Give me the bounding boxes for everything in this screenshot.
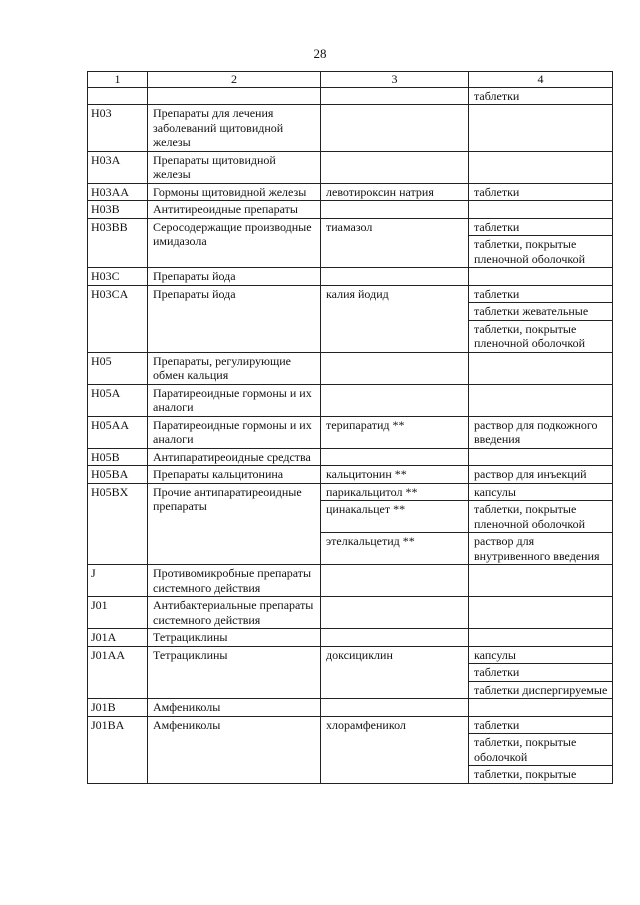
table-row [88,352,613,384]
table-row [88,218,613,236]
table-row [88,448,613,466]
atc-group-name-cell: Гормоны щитовидной железы [148,183,321,201]
table-row [88,716,613,734]
table-body [88,87,613,783]
table-row [88,201,613,219]
table-row [88,105,613,152]
table-row [88,416,613,448]
dosage-form-cell [469,629,613,647]
dosage-form-cell: таблетки, покрытые оболочкой [469,734,613,766]
drug-name-cell: парикальцитол ** [321,483,469,501]
atc-group-name-cell: Препараты кальцитонина [148,466,321,484]
atc-group-name-cell: Прочие антипаратиреоидные препараты [148,483,321,565]
drug-name-cell: терипаратид ** [321,416,469,448]
table-row [88,629,613,647]
atc-group-name-cell: Паратиреоидные гормоны и их аналоги [148,384,321,416]
atc-code-cell: J01BA [88,716,148,783]
atc-code-cell: H05AA [88,416,148,448]
header-col-2: 2 [148,72,321,88]
header-col-1: 1 [88,72,148,88]
continuation-form: таблетки [469,87,613,105]
drug-name-cell [321,352,469,384]
atc-group-name-cell: Препараты, регулирующие обмен кальция [148,352,321,384]
atc-code-cell: J01AA [88,646,148,699]
table-row [88,646,613,664]
drug-name-cell [321,629,469,647]
drug-name-cell [321,201,469,219]
dosage-form-cell [469,384,613,416]
dosage-form-cell: таблетки [469,218,613,236]
atc-code-cell: H05 [88,352,148,384]
atc-code-cell: H05BX [88,483,148,565]
dosage-form-cell: таблетки [469,285,613,303]
page-number: 28 [313,46,327,61]
dosage-form-cell [469,201,613,219]
atc-group-name-cell: Антитиреоидные препараты [148,201,321,219]
atc-group-name-cell: Препараты йода [148,285,321,352]
dosage-form-cell: таблетки диспергируемые [469,681,613,699]
dosage-form-cell: таблетки, покрытые пленочной оболочкой [469,501,613,533]
atc-code-cell: H03C [88,268,148,286]
drug-name-cell [321,565,469,597]
continuation-name [148,87,321,105]
drug-name-cell: цинакальцет ** [321,501,469,533]
drug-name-cell: доксициклин [321,646,469,699]
dosage-form-cell [469,448,613,466]
continuation-code [88,87,148,105]
drug-name-cell [321,268,469,286]
continuation-row [88,87,613,105]
drug-name-cell: левотироксин натрия [321,183,469,201]
dosage-form-cell: таблетки, покрытые пленочной оболочкой [469,236,613,268]
atc-code-cell: H03AA [88,183,148,201]
atc-code-cell: J01B [88,699,148,717]
atc-code-cell: J01A [88,629,148,647]
header-col-4: 4 [469,72,613,88]
dosage-form-cell: раствор для инъекций [469,466,613,484]
drug-table [87,71,613,784]
continuation-drug [321,87,469,105]
atc-group-name-cell: Амфениколы [148,699,321,717]
dosage-form-cell: капсулы [469,646,613,664]
dosage-form-cell: таблетки [469,664,613,682]
atc-code-cell: J01 [88,597,148,629]
atc-group-name-cell: Серосодержащие производные имидазола [148,218,321,268]
dosage-form-cell: капсулы [469,483,613,501]
table-row [88,699,613,717]
table-row [88,565,613,597]
dosage-form-cell: таблетки [469,716,613,734]
dosage-form-cell: таблетки, покрытые [469,766,613,784]
drug-name-cell: калия йодид [321,285,469,352]
header-col-3: 3 [321,72,469,88]
drug-name-cell [321,699,469,717]
drug-name-cell [321,105,469,152]
drug-name-cell [321,151,469,183]
dosage-form-cell [469,352,613,384]
table-row [88,285,613,303]
drug-name-cell [321,384,469,416]
table-row [88,151,613,183]
table-row [88,384,613,416]
atc-group-name-cell: Антипаратиреоидные средства [148,448,321,466]
drug-name-cell: тиамазол [321,218,469,268]
atc-code-cell: H03B [88,201,148,219]
table-row [88,268,613,286]
atc-group-name-cell: Тетрациклины [148,646,321,699]
drug-name-cell [321,597,469,629]
atc-code-cell: H03BB [88,218,148,268]
dosage-form-cell: раствор для подкожного введения [469,416,613,448]
dosage-form-cell: таблетки, покрытые пленочной оболочкой [469,320,613,352]
atc-code-cell: H05BA [88,466,148,484]
atc-code-cell: H03A [88,151,148,183]
drug-name-cell: этелкальцетид ** [321,533,469,565]
table-row [88,483,613,501]
drug-name-cell: кальцитонин ** [321,466,469,484]
atc-group-name-cell: Препараты щитовидной железы [148,151,321,183]
dosage-form-cell: таблетки жевательные [469,303,613,321]
atc-group-name-cell: Препараты йода [148,268,321,286]
atc-code-cell: J [88,565,148,597]
dosage-form-cell [469,597,613,629]
dosage-form-cell: раствор для внутривенного введения [469,533,613,565]
table-row [88,597,613,629]
header-row [88,72,613,88]
dosage-form-cell [469,565,613,597]
dosage-form-cell [469,151,613,183]
table-header [88,72,613,88]
atc-code-cell: H05B [88,448,148,466]
atc-group-name-cell: Антибактериальные препараты системного действия [148,597,321,629]
atc-code-cell: H03 [88,105,148,152]
atc-group-name-cell: Тетрациклины [148,629,321,647]
dosage-form-cell [469,699,613,717]
atc-group-name-cell: Противомикробные препараты системного действия [148,565,321,597]
dosage-form-cell: таблетки [469,183,613,201]
drug-name-cell: хлорамфеникол [321,716,469,783]
drug-table-container [87,71,612,784]
atc-code-cell: H05A [88,384,148,416]
atc-group-name-cell: Препараты для лечения заболеваний щитовидной железы [148,105,321,152]
drug-name-cell [321,448,469,466]
table-row [88,183,613,201]
table-row [88,466,613,484]
dosage-form-cell [469,105,613,152]
atc-group-name-cell: Паратиреоидные гормоны и их аналоги [148,416,321,448]
atc-code-cell: H03CA [88,285,148,352]
dosage-form-cell [469,268,613,286]
atc-group-name-cell: Амфениколы [148,716,321,783]
